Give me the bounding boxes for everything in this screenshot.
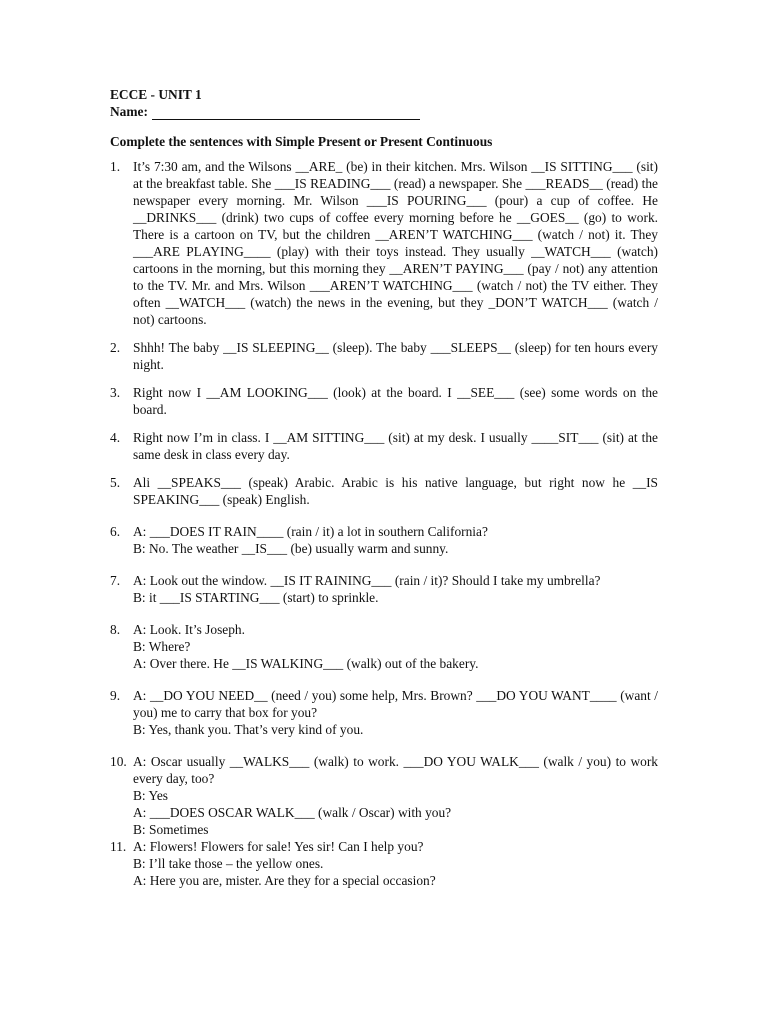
item-number: 4. bbox=[110, 430, 121, 445]
exercise-item-10 bbox=[110, 753, 658, 838]
exercise-item-3 bbox=[110, 384, 658, 418]
dialogue-line: A: Here you are, mister. Are they for a special occasion? bbox=[133, 873, 436, 888]
dialogue-line: B: it ___IS STARTING___ (start) to sprinkle. bbox=[133, 590, 379, 605]
dialogue-line: A: ___DOES OSCAR WALK___ (walk / Oscar) with you? bbox=[133, 805, 452, 820]
worksheet-title: ECCE - UNIT 1 bbox=[110, 87, 202, 102]
worksheet-page bbox=[110, 86, 658, 889]
item-number: 8. bbox=[110, 622, 121, 637]
instructions: Complete the sentences with Simple Present or Present Continuous bbox=[110, 134, 493, 149]
exercise-item-7 bbox=[110, 572, 658, 606]
dialogue-line: A: Look out the window. __IS IT RAINING___ (rain / it)? Should I take my umbrella? bbox=[133, 573, 601, 588]
exercise-item-4 bbox=[110, 429, 658, 463]
exercise-item-11 bbox=[110, 838, 658, 889]
dialogue-line: A: Flowers! Flowers for sale! Yes sir! Can I help you? bbox=[133, 839, 424, 854]
dialogue-line: B: I’ll take those – the yellow ones. bbox=[133, 856, 324, 871]
exercise-item-6 bbox=[110, 523, 658, 557]
item-number: 9. bbox=[110, 688, 121, 703]
item-number: 7. bbox=[110, 573, 121, 588]
item-number: 1. bbox=[110, 159, 121, 174]
dialogue-line: A: Oscar usually __WALKS___ (walk) to work. ___DO YOU WALK___ (walk / you) to work every day, too? bbox=[133, 754, 658, 786]
dialogue-line: A: __DO YOU NEED__ (need / you) some help, Mrs. Brown? ___DO YOU WANT____ (want / you) me to carry that box for you? bbox=[133, 688, 658, 720]
exercise-item-5 bbox=[110, 474, 658, 508]
dialogue-line: B: Yes, thank you. That’s very kind of you. bbox=[133, 722, 364, 737]
exercise-item-9 bbox=[110, 687, 658, 738]
dialogue-line: B: Yes bbox=[133, 788, 168, 803]
item-number: 6. bbox=[110, 524, 121, 539]
item-number: 3. bbox=[110, 385, 121, 400]
item-number: 5. bbox=[110, 475, 121, 490]
item-text: Right now I’m in class. I __AM SITTING___ (sit) at my desk. I usually ____SIT___ (sit) at the same desk in class every day. bbox=[133, 430, 658, 462]
dialogue-line: A: Over there. He __IS WALKING___ (walk) out of the bakery. bbox=[133, 656, 479, 671]
exercise-list bbox=[110, 158, 658, 889]
dialogue-line: B: No. The weather __IS___ (be) usually warm and sunny. bbox=[133, 541, 449, 556]
item-number: 11. bbox=[110, 839, 127, 854]
exercise-item-2 bbox=[110, 339, 658, 373]
item-number: 2. bbox=[110, 340, 121, 355]
dialogue-line: B: Where? bbox=[133, 639, 191, 654]
exercise-item-1 bbox=[110, 158, 658, 328]
item-text: Right now I __AM LOOKING___ (look) at the board. I __SEE___ (see) some words on the board. bbox=[133, 385, 658, 417]
dialogue-line: A: Look. It’s Joseph. bbox=[133, 622, 245, 637]
exercise-item-8 bbox=[110, 621, 658, 672]
item-text: It’s 7:30 am, and the Wilsons __ARE_ (be) in their kitchen. Mrs. Wilson __IS SITTING___ (sit) at the breakfast table. She ___IS READING___ (read) a newspaper. She ___READS__ (read) the newspaper every morning. Mr. Wilson ___IS POURING___ (pour) a cup of coffee. He __DRINKS___ (drink) two cups of coffee every morning before he __GOES__ (go) to work. There is a cartoon on TV, but the children __AREN’T WATCHING___ (watch / not) it. They ___ARE PLAYING____ (play) with their toys instead. They usually __WATCH___ (watch) cartoons in the morning, but this morning they __AREN’T PAYING___ (pay / not) any attention to the TV. Mr. and Mrs. Wilson ___AREN’T WATCHING___ (watch / not) the TV either. They often __WATCH___ (watch) the news in the evening, but they _DON’T WATCH___ (watch / not) cartoons. bbox=[133, 159, 658, 327]
name-label: Name: bbox=[110, 104, 148, 119]
dialogue-line: B: Sometimes bbox=[133, 822, 209, 837]
item-text: Shhh! The baby __IS SLEEPING__ (sleep). The baby ___SLEEPS__ (sleep) for ten hours every night. bbox=[133, 340, 658, 372]
name-blank-line bbox=[152, 106, 420, 120]
dialogue-line: A: ___DOES IT RAIN____ (rain / it) a lot in southern California? bbox=[133, 524, 488, 539]
item-number: 10. bbox=[110, 754, 127, 769]
name-field bbox=[110, 103, 658, 120]
item-text: Ali __SPEAKS___ (speak) Arabic. Arabic is his native language, but right now he __IS SPEAKING___ (speak) English. bbox=[133, 475, 658, 507]
